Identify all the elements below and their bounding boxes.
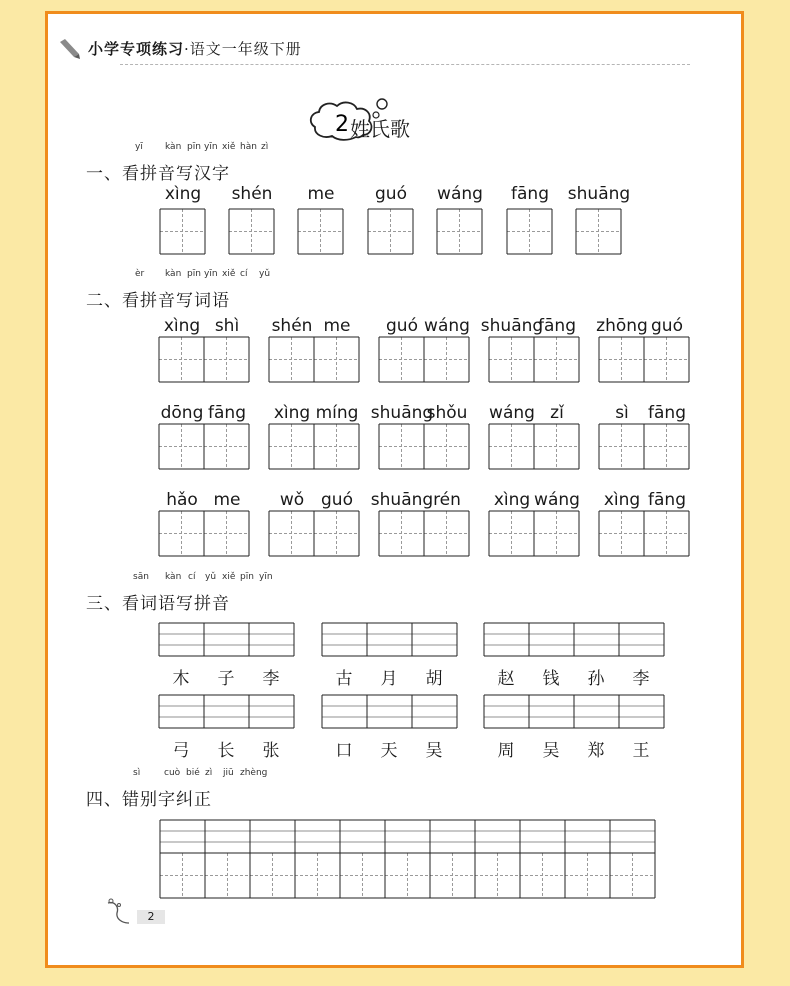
lesson-title: 姓氏歌 [350,117,410,141]
pinyin-annotation: bié [186,768,200,778]
pinyin-annotation: cí [188,572,196,582]
pinyin-prompt: fāng [648,490,686,510]
pinyin-prompt: wǒ [279,490,305,510]
pinyin-annotation: sì [133,768,141,778]
section-title: 四、错别字纠正 [86,790,212,810]
pinyin-prompt: fāng [511,184,549,204]
correction-pinyin-box[interactable] [159,819,656,854]
pinyin-annotation: kàn [165,269,182,279]
pinyin-annotation: yǔ [205,572,217,582]
correction-writing-box[interactable] [159,852,656,899]
pinyin-annotation: pīn [240,572,254,582]
pinyin-annotation: cuò [164,768,181,778]
word-character: 古 [335,669,353,689]
word-writing-box[interactable] [158,336,250,383]
word-writing-box[interactable] [268,336,360,383]
pinyin-annotation: yīn [204,142,218,152]
pinyin-annotation: xiě [222,142,236,152]
word-writing-box[interactable] [158,510,250,557]
pinyin-annotation: jiū [223,768,234,778]
pinyin-prompt: guó [386,316,418,336]
pinyin-annotation: yīn [204,269,218,279]
pinyin-writing-box[interactable] [158,694,295,729]
char-writing-box[interactable] [436,208,483,255]
pinyin-annotation: kàn [165,572,182,582]
pinyin-prompt: shì [214,316,240,336]
pinyin-prompt: shuāng [567,184,631,204]
word-writing-box[interactable] [488,510,580,557]
section-title: 一、看拼音写汉字 [86,164,230,184]
pinyin-prompt: dōng [160,403,204,423]
word-writing-box[interactable] [158,423,250,470]
word-writing-box[interactable] [598,423,690,470]
pinyin-prompt: xìng [603,490,641,510]
pinyin-writing-box[interactable] [321,622,458,657]
pinyin-annotation: kàn [165,142,182,152]
section-title: 三、看词语写拼音 [86,594,230,614]
pinyin-writing-box[interactable] [483,622,665,657]
word-writing-box[interactable] [598,336,690,383]
pinyin-writing-box[interactable] [158,622,295,657]
pinyin-prompt: shén [231,184,273,204]
pinyin-annotation: cí [240,269,248,279]
pinyin-prompt: xìng [164,184,202,204]
word-character: 郑 [587,741,605,761]
pinyin-annotation: èr [135,269,145,279]
pinyin-prompt: hǎo [166,490,198,510]
pinyin-annotation: zì [261,142,269,152]
page-number: 2 [137,910,165,924]
lesson-number: 2 [335,112,349,137]
header-divider [120,64,690,65]
pinyin-writing-box[interactable] [321,694,458,729]
pinyin-prompt: xìng [493,490,531,510]
pencil-icon [57,37,83,61]
pinyin-prompt: fāng [538,316,576,336]
pinyin-annotation: sān [133,572,149,582]
pinyin-annotation: zhèng [240,768,268,778]
word-character: 吴 [425,741,443,761]
char-writing-box[interactable] [506,208,553,255]
pinyin-prompt: shén [271,316,313,336]
word-writing-box[interactable] [488,423,580,470]
word-character: 赵 [497,669,515,689]
pinyin-prompt: shuāng [370,490,434,510]
pinyin-prompt: fāng [648,403,686,423]
section-title: 二、看拼音写词语 [86,291,230,311]
pinyin-prompt: rén [433,490,461,510]
pinyin-prompt: wáng [424,316,470,336]
header-title [88,38,302,59]
pinyin-prompt: wáng [437,184,483,204]
pinyin-prompt: me [307,184,335,204]
pinyin-prompt: sì [615,403,629,423]
pinyin-annotation: hàn [240,142,257,152]
pinyin-prompt: míng [315,403,359,423]
word-writing-box[interactable] [268,423,360,470]
word-writing-box[interactable] [378,423,470,470]
char-writing-box[interactable] [367,208,414,255]
word-writing-box[interactable] [268,510,360,557]
pinyin-annotation: zì [205,768,213,778]
header-title-rest: ·语文一年级下册 [184,40,302,58]
word-character: 钱 [542,669,560,689]
pinyin-annotation: xiě [222,269,236,279]
word-writing-box[interactable] [378,510,470,557]
word-character: 天 [380,741,398,761]
word-character: 李 [262,669,280,689]
word-writing-box[interactable] [598,510,690,557]
word-character: 王 [632,741,650,761]
pinyin-prompt: shǒu [426,403,468,423]
char-writing-box[interactable] [297,208,344,255]
word-writing-box[interactable] [488,336,580,383]
word-character: 子 [217,669,235,689]
word-character: 张 [262,741,280,761]
pinyin-prompt: guó [375,184,407,204]
word-character: 李 [632,669,650,689]
char-writing-box[interactable] [575,208,622,255]
word-character: 孙 [587,669,605,689]
pinyin-prompt: shuāng [370,403,434,423]
pinyin-annotation: yī [135,142,143,152]
pinyin-prompt: wáng [534,490,580,510]
pinyin-writing-box[interactable] [483,694,665,729]
pinyin-prompt: guó [321,490,353,510]
word-character: 胡 [425,669,443,689]
swirl-icon [105,897,135,927]
pinyin-annotation: pīn [187,269,201,279]
pinyin-prompt: xìng [273,403,311,423]
pinyin-prompt: wáng [489,403,535,423]
word-character: 弓 [172,741,190,761]
pinyin-annotation: yīn [259,572,273,582]
word-character: 长 [217,741,235,761]
word-writing-box[interactable] [378,336,470,383]
pinyin-prompt: fāng [208,403,246,423]
pinyin-prompt: guó [651,316,683,336]
pinyin-prompt: me [213,490,241,510]
word-character: 口 [335,741,353,761]
pinyin-prompt: zhōng [596,316,648,336]
word-character: 月 [380,669,398,689]
char-writing-box[interactable] [159,208,206,255]
word-character: 木 [172,669,190,689]
word-character: 周 [497,741,515,761]
char-writing-box[interactable] [228,208,275,255]
header-title-bold: 小学专项练习 [88,40,185,58]
pinyin-prompt: shuāng [480,316,544,336]
pinyin-annotation: xiě [222,572,236,582]
pinyin-prompt: me [323,316,351,336]
pinyin-annotation: yǔ [259,269,271,279]
pinyin-prompt: xìng [163,316,201,336]
pinyin-prompt: zǐ [550,403,564,423]
pinyin-annotation: pīn [187,142,201,152]
word-character: 吴 [542,741,560,761]
